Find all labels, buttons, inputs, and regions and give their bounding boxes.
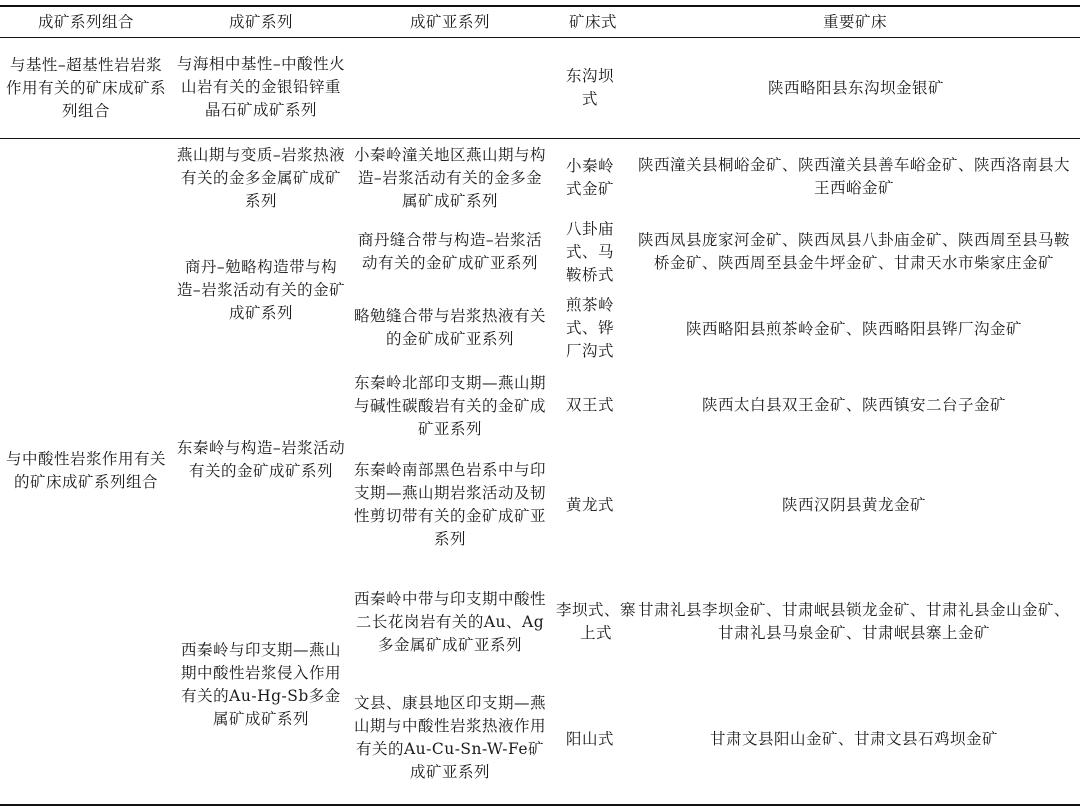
deposit-type-donggouba: 东沟坝式 — [565, 67, 614, 108]
subseries-east-north: 东秦岭北部印支期—燕山期与碱性碳酸岩有关的金矿成矿亚系列 — [353, 373, 546, 438]
subseries-wenxian-kangxian: 文县、康县地区印支期—燕山期与中酸性岩浆热液作用有关的Au-Cu-Sn-W-Fe矿成矿亚系列 — [353, 694, 546, 781]
deposits-shuangwang: 陕西太白县双王金矿、陕西镇安二台子金矿 — [701, 395, 1006, 414]
series-shangdan-mianlue: 商丹–勉略构造带与构造–岩浆活动有关的金矿成矿系列 — [176, 257, 346, 322]
series-west-qinling: 西秦岭与印支期—燕山期中酸性岩浆侵入作用有关的Au-Hg-Sb多金属矿成矿系列 — [180, 641, 341, 728]
header-major-deposits: 重要矿床 — [822, 12, 887, 31]
header-rule — [0, 37, 1080, 38]
deposit-type-shuangwang: 双王式 — [565, 395, 614, 414]
deposits-xiaoqinling: 陕西潼关县桐峪金矿、陕西潼关县善车峪金矿、陕西洛南县大王西峪金矿 — [637, 156, 1070, 197]
series-marine-volcanic: 与海相中基性–中酸性火山岩有关的金银铅锌重晶石矿成矿系列 — [176, 55, 346, 119]
subseries-shangdan-suture: 商丹缝合带与构造–岩浆活动有关的金矿成矿亚系列 — [357, 231, 543, 272]
deposits-huanglong: 陕西汉阴县黄龙金矿 — [781, 495, 926, 514]
subseries-west-central: 西秦岭中带与印支期中酸性二长花岗岩有关的Au、Ag多金属矿成矿亚系列 — [353, 589, 546, 654]
subseries-mianlue-suture: 略勉缝合带与岩浆热液有关的金矿成矿亚系列 — [353, 307, 546, 348]
deposit-type-liba: 李坝式、寨上式 — [556, 601, 637, 642]
header-assemblage: 成矿系列组合 — [37, 12, 134, 31]
deposit-type-huanglong: 黄龙式 — [565, 495, 614, 514]
deposits-liba: 甘肃礼县李坝金矿、甘肃岷县锁龙金矿、甘肃礼县金山金矿、甘肃礼县马泉金矿、甘肃岷县寨上金矿 — [637, 601, 1070, 642]
deposits-baguamiao: 陕西凤县庞家河金矿、陕西凤县八卦庙金矿、陕西周至县马鞍桥金矿、陕西周至县金牛坪金矿、甘肃天水市柴家庄金矿 — [637, 231, 1070, 272]
deposits-donggouba: 陕西略阳县东沟坝金银矿 — [767, 78, 944, 97]
deposits-jianchaling: 陕西略阳县煎茶岭金矿、陕西略阳县铧厂沟金矿 — [685, 319, 1022, 338]
deposit-type-yangshan: 阳山式 — [565, 729, 614, 748]
deposit-type-jianchaling: 煎茶岭式、铧厂沟式 — [565, 295, 614, 360]
deposits-yangshan: 甘肃文县阳山金矿、甘肃文县石鸡坝金矿 — [709, 729, 998, 748]
subseries-east-south: 东秦岭南部黑色岩系中与印支期—燕山期岩浆活动及韧性剪切带有关的金矿成矿亚系列 — [353, 461, 546, 548]
header-subseries: 成矿亚系列 — [409, 12, 490, 31]
deposit-type-baguamiao: 八卦庙式、马鞍桥式 — [565, 219, 614, 284]
series-yanshan-metamorphic: 燕山期与变质–岩浆热液有关的金多金属矿成矿系列 — [176, 145, 346, 210]
group-divider-rule — [0, 138, 1080, 139]
assemblage-intermediate-acid: 与中酸性岩浆作用有关的矿床成矿系列组合 — [5, 450, 166, 491]
header-series: 成矿系列 — [228, 12, 293, 31]
subseries-xiaoqinling: 小秦岭潼关地区燕山期与构造–岩浆活动有关的金多金属矿成矿系列 — [353, 145, 546, 210]
deposit-type-xiaoqinling: 小秦岭式金矿 — [565, 157, 614, 198]
header-deposit-type: 矿床式 — [568, 12, 617, 31]
series-east-qinling: 东秦岭与构造–岩浆活动有关的金矿成矿系列 — [176, 439, 346, 480]
assemblage-basic-ultrabasic: 与基性–超基性岩岩浆作用有关的矿床成矿系列组合 — [5, 55, 166, 120]
bottom-rule — [0, 804, 1080, 806]
